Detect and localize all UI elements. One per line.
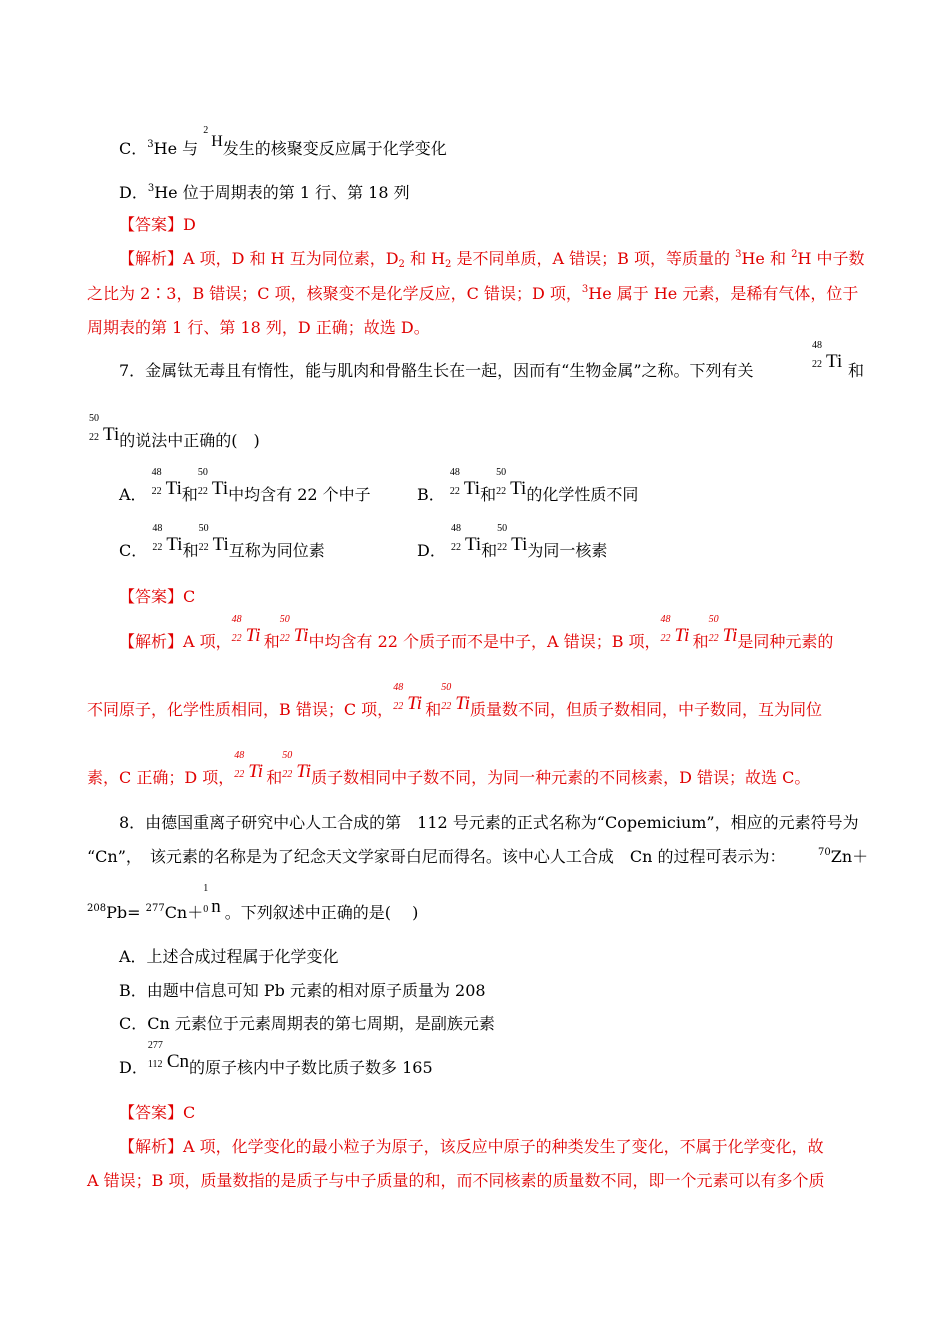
q8-stem-line2-end: $^{70}$Zn＋ [818, 847, 869, 866]
q7-stem-and: 和 [848, 361, 865, 380]
neutron-symbol: 1 0 n [203, 883, 221, 917]
q7-stem-line2: 50 22 Ti的说法中正确的( ) [89, 413, 260, 450]
q6-analysis-line1: 【解析】A 项，D 和 H 互为同位素，$D_2$ 和 $H_2$ 是不同单质，A 错误；B 项，等质量的 $^3$He 和 $^2$H 中子数 [119, 249, 865, 270]
q7-option-c: C． 48 22 Ti和 50 22 Ti互称为同位素 [119, 523, 325, 560]
q8-stem-line1: 8．由德国重离子研究中心人工合成的第 112 号元素的正式名称为“Copemicium”，相应的元素符号为 [119, 813, 859, 832]
q6-option-d: D．$^3$He 位于周期表的第 1 行、第 18 列 [119, 183, 410, 202]
q8-option-c: C．Cn 元素位于元素周期表的第七周期，是副族元素 [119, 1014, 495, 1033]
q8-stem-line2: “Cn”， 该元素的名称是为了纪念天文学家哥白尼而得名。该中心人工合成 Cn 的过程可表示为： [87, 847, 786, 866]
q6-option-c: C．$^3$He 与 2 H发生的核聚变反应属于化学变化 [119, 125, 447, 158]
q8-answer: 【答案】C [119, 1103, 196, 1122]
q8-option-b: B．由题中信息可知 Pb 元素的相对原子质量为 208 [119, 981, 486, 1000]
q6-answer: 【答案】D [119, 215, 196, 234]
q7-answer: 【答案】C [119, 587, 196, 606]
q7-analysis-line1: 【解析】A 项， 48 22 Ti 和 50 22 Ti中均含有 22 个质子而不是中子，A 错误；B 项， 48 22 Ti 和 50 22 Ti是同种元素的 [119, 614, 834, 651]
q7-option-d: D． 48 22 Ti和 50 22 Ti为同一核素 [417, 523, 608, 560]
q6-analysis-line3: 周期表的第 1 行、第 18 列，D 正确；故选 D。 [87, 318, 430, 337]
ti50-isotope: 50 22 Ti [89, 413, 120, 445]
q7-analysis-line2: 不同原子，化学性质相同，B 错误；C 项， 48 22 Ti 和 50 22 Ti质量数不同，但质子数相同，中子数同，互为同位 [87, 682, 823, 719]
q8-option-d: D． 277 112 Cn的原子核内中子数比质子数多 165 [119, 1040, 433, 1077]
ti48-isotope: 48 22 Ti [812, 340, 843, 372]
q6-analysis-line2: 之比为 2∶3，B 错误；C 项，核聚变不是化学反应，C 错误；D 项，$^3$He 属于 He 元素，是稀有气体，位于 [87, 284, 859, 303]
q8-option-a: A．上述合成过程属于化学变化 [119, 947, 339, 966]
q8-analysis-line2: A 错误；B 项，质量数指的是质子与中子质量的和，而不同核素的质量数不同，即一个元素可以有多个质 [87, 1171, 825, 1190]
q8-analysis-line1: 【解析】A 项，化学变化的最小粒子为原子，该反应中原子的种类发生了变化，不属于化学变化，故 [119, 1137, 824, 1156]
q7-option-b: B． 48 22 Ti和 50 22 Ti的化学性质不同 [417, 467, 639, 504]
q7-analysis-line3: 素，C 正确；D 项， 48 22 Ti 和 50 22 Ti质子数相同中子数不同，为同一种元素的不同核素，D 错误；故选 C。 [87, 750, 811, 787]
q7-stem-line1: 7．金属钛无毒且有惰性，能与肌肉和骨骼生长在一起，因而有“生物金属”之称。下列有关 [119, 361, 754, 380]
h2-isotope: 2 H [203, 125, 223, 150]
cn-isotope: 277 112 Cn [147, 1040, 190, 1072]
q8-stem-line3: $^{208}$Pb= $^{277}$Cn＋ 1 0 n 。下列叙述中正确的是( ) [87, 883, 419, 922]
q7-option-a: A． 48 22 Ti和 50 22 Ti中均含有 22 个中子 [119, 467, 371, 504]
